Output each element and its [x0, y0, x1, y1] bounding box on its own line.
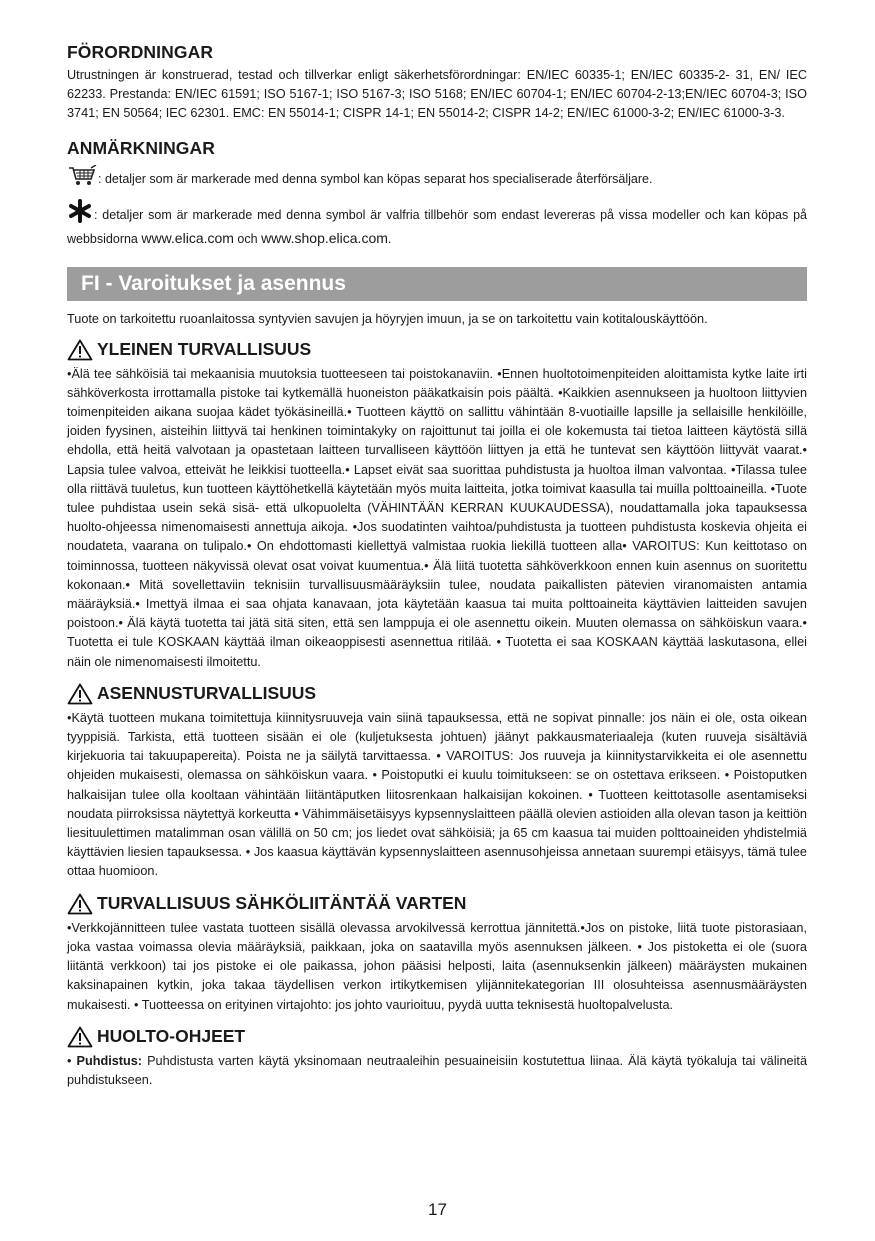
electric-safety-heading: TURVALLISUUS SÄHKÖLIITÄNTÄÄ VARTEN	[97, 893, 467, 914]
electric-safety-header	[67, 893, 807, 915]
service-heading: HUOLTO-OHJEET	[97, 1026, 246, 1047]
and-word: och	[233, 231, 262, 246]
cart-note-text: : detaljer som är markerade med denna symbol kan köpas separat hos specialiserade återförsäljare.	[98, 171, 653, 186]
cleaning-label: Puhdistus:	[76, 1053, 143, 1068]
service-header	[67, 1026, 807, 1048]
page-number: 17	[428, 1200, 447, 1219]
general-safety-heading: YLEINEN TURVALLISUUS	[97, 339, 312, 360]
cleaning-text: Puhdistusta varten käytä yksinomaan neutraaleihin pesuaineisiin kostutettua liinaa. Älä käytä työkaluja tai välineitä puhdistukseen.	[67, 1053, 808, 1087]
service-text	[67, 1052, 807, 1090]
elica-link[interactable]: www.elica.com	[141, 229, 234, 246]
general-safety-header	[67, 339, 807, 361]
star-note-text: : detaljer som är markerade med denna symbol är valfria tillbehör som endast levereras på vissa modeller och kan köpas på webbsidorna	[67, 207, 807, 246]
fi-banner-title: FI - Varoitukset ja asennus	[81, 271, 346, 295]
warning-triangle-icon	[67, 1026, 93, 1048]
warning-triangle-icon	[67, 339, 93, 361]
star-note	[67, 199, 807, 249]
page-content	[67, 42, 807, 1090]
forordningar-text: Utrustningen är konstruerad, testad och tillverkar enligt säkerhetsförordningar: EN/IEC 60335-1; EN/IEC 60335-2- 31, EN/ IEC 62233. Prestanda: EN/IEC 61591; ISO 5167-1; ISO 5167-3; ISO 5168; EN/IEC 60704-1; EN/IEC 60704-2-13;EN/IEC 60704-3; ISO 3741; EN 50564; IEC 62301. EMC: EN 55014-1; CISPR 14-1; EN 55014-2; CISPR 14-2; EN/IEC 61000-3-2; EN/IEC 61000-3-3.	[67, 68, 807, 121]
asterisk-icon	[67, 199, 93, 229]
fi-intro: Tuote on tarkoitettu ruoanlaitossa syntyvien savujen ja höyryjen imuun, ja se on tarkoitettu vain kotitalouskäyttöön.	[67, 311, 708, 326]
service-bullet: •	[67, 1053, 77, 1068]
forordningar-heading: FÖRORDNINGAR	[67, 42, 214, 62]
electric-safety-text: •Verkkojännitteen tulee vastata tuotteen sisällä olevassa arvokilvessä kerrottua jännitettä.•Jos on pistoke, liitä tuote pistorasiaan, joka vastaa voimassa olevia määräyksiä, paikkaan, joka on saatavilla myös asennuksen jälkeen. • Jos pistoketta ei ole (suora liitäntä verkkoon) tai jos pistoke ei ole paikassa, johon pääsisi helposti, laita (asennuksenkin jälkeen) määräysten mukainen kaksinapainen kytkin, joka takaa täydellisen verkon irtikytkemisen ylijännitekategorian III olosuhteissa asennusmääräysten mukaisesti. • Tuotteessa on erityinen virtajohto: jos johto vaurioituu, pyydä uutta teknisestä huoltopalvelusta.	[67, 920, 807, 1012]
star-note-end: .	[387, 231, 392, 246]
install-safety-header	[67, 683, 807, 705]
install-safety-text: •Käytä tuotteen mukana toimitettuja kiinnitysruuveja vain siinä tapauksessa, että ne sopivat pinnalle: jos näin ei ole, osta oikean tyyppisiä. Tarkista, että tuotteen sisään ei ole (kuljetuksesta johtuen) jäänyt pakkausmateriaaleja (kuten ruuveja sisältäviä kirjekuoria tai takuupapereita). Poista ne ja säilytä tarvittaessa. • VAROITUS: Jos ruuveja ja kiinnitystarvikkeita ei ole asennettu ohjeiden mukaisesti, olemassa on sähköiskun vaara. • Poistoputki ei kuulu toimitukseen: se on ostettava erikseen. • Poistoputken halkaisijan tulee olla kooltaan vähintään liitäntäputken liitosrenkaan halkaisijan kokoinen. • Tuotteen keittotasolle asentamiseksi noudata piirroksissa näytettyä korkeutta • Vähimmäisetäisyys kypsennyslaitteen päällä olevien astioiden alla olevan tason ja keittiön liesituulettimen matalimman osan välillä on 50 cm; jos liedet ovat sähköisiä; ja 65 cm kaasua tai muiden polttoaineiden yhdistelmiä käyttävien liesien tapauksessa. • Jos kaasua käyttävän kypsennyslaitteen asennusohjeissa annetaan suurempi etäisyys, tämä tulee ottaa huomioon.	[67, 710, 807, 879]
fi-section-banner	[67, 267, 807, 301]
shopping-cart-icon	[67, 165, 97, 193]
shop-elica-link[interactable]: www.shop.elica.com	[261, 229, 388, 246]
general-safety-text: •Älä tee sähköisiä tai mekaanisia muutoksia tuotteeseen tai poistokanaviin. •Ennen huoltotoimenpiteiden aloittamista kytke laite irti sähköverkosta irrottamalla pistoke tai kytkemällä huoneiston pääkatkaisin pois päältä. •Kaikkien asennukseen ja huoltoon liittyvien toimenpiteiden aikana suojaa kädet työkäsineillä.• Tuotteen käyttö on sallittu vähintään 8-vuotiaille lapsille ja sellaisille henkilöille, joiden fyysinen, aisteihin liittyvä tai henkinen toimintakyky on rajoittunut tai joilla ei ole kokemusta tai tietoa laitteen käytöstä sillä ehdolla, että heitä valvotaan ja opastetaan laitteen turvalliseen käyttöön liittyen ja että he tuntevat sen käyttöön liittyvät vaarat.• Lapsia tulee valvoa, etteivät he leikkisi tuotteella.• Lapset eivät saa suorittaa puhdistusta ja huoltoa ilman valvontaa. •Tilassa tulee olla riittävä tuuletus, kun tuotteen käyttöhetkellä käytetään myös muita laitteita, jotka toimivat kaasulla tai muilla polttoaineilla. •Tuote tulee puhdistaa usein sekä sisä- että ulkopuolelta (VÄHINTÄÄN KERRAN KUUKAUDESSA), noudattamalla joka tapauksessa huolto-ohjeessa nimenomaisesti annettuja aikoja. •Jos suodatinten vaihtoa/puhdistusta ja tuotteen puhdistusta koskevia ohjeita ei noudateta, vaarana on tulipalo.• On ehdottomasti kiellettyä valmistaa ruokia liekillä tuotteen alla• VAROITUS: Kun keittotaso on toiminnossa, tuotteen näkyvissä olevat osat voivat kuumentua.• Älä liitä tuotetta sähköverkkoon ennen kuin asennus on suoritettu kokonaan.• Mitä sovellettaviin teknisiin turvallisuusmääräyksiin tulee, noudata paikallisten pätevien viranomaisten antamia määräyksiä.• Imettyä ilmaa ei saa ohjata kanavaan, jota käytetään kaasua tai muita polttoaineita käyttävien laitteiden savujen poistoon.• Älä käytä tuotetta tai jätä sitä siten, että sen lamppuja ei ole asennettu oikein. Muuten olemassa on sähköiskun vaara.• Tuotetta ei tule KOSKAAN käyttää ilman oikeaoppisesti asennettua ritilää. • Tuotetta ei saa KOSKAAN käyttää laskutasona, ellei näin ole nimenomaisesti ilmoitettu.	[67, 366, 807, 669]
install-safety-heading: ASENNUSTURVALLISUUS	[97, 683, 317, 704]
warning-triangle-icon	[67, 893, 93, 915]
warning-triangle-icon	[67, 683, 93, 705]
anmarkningar-heading: ANMÄRKNINGAR	[67, 137, 215, 158]
cart-note	[67, 165, 807, 193]
